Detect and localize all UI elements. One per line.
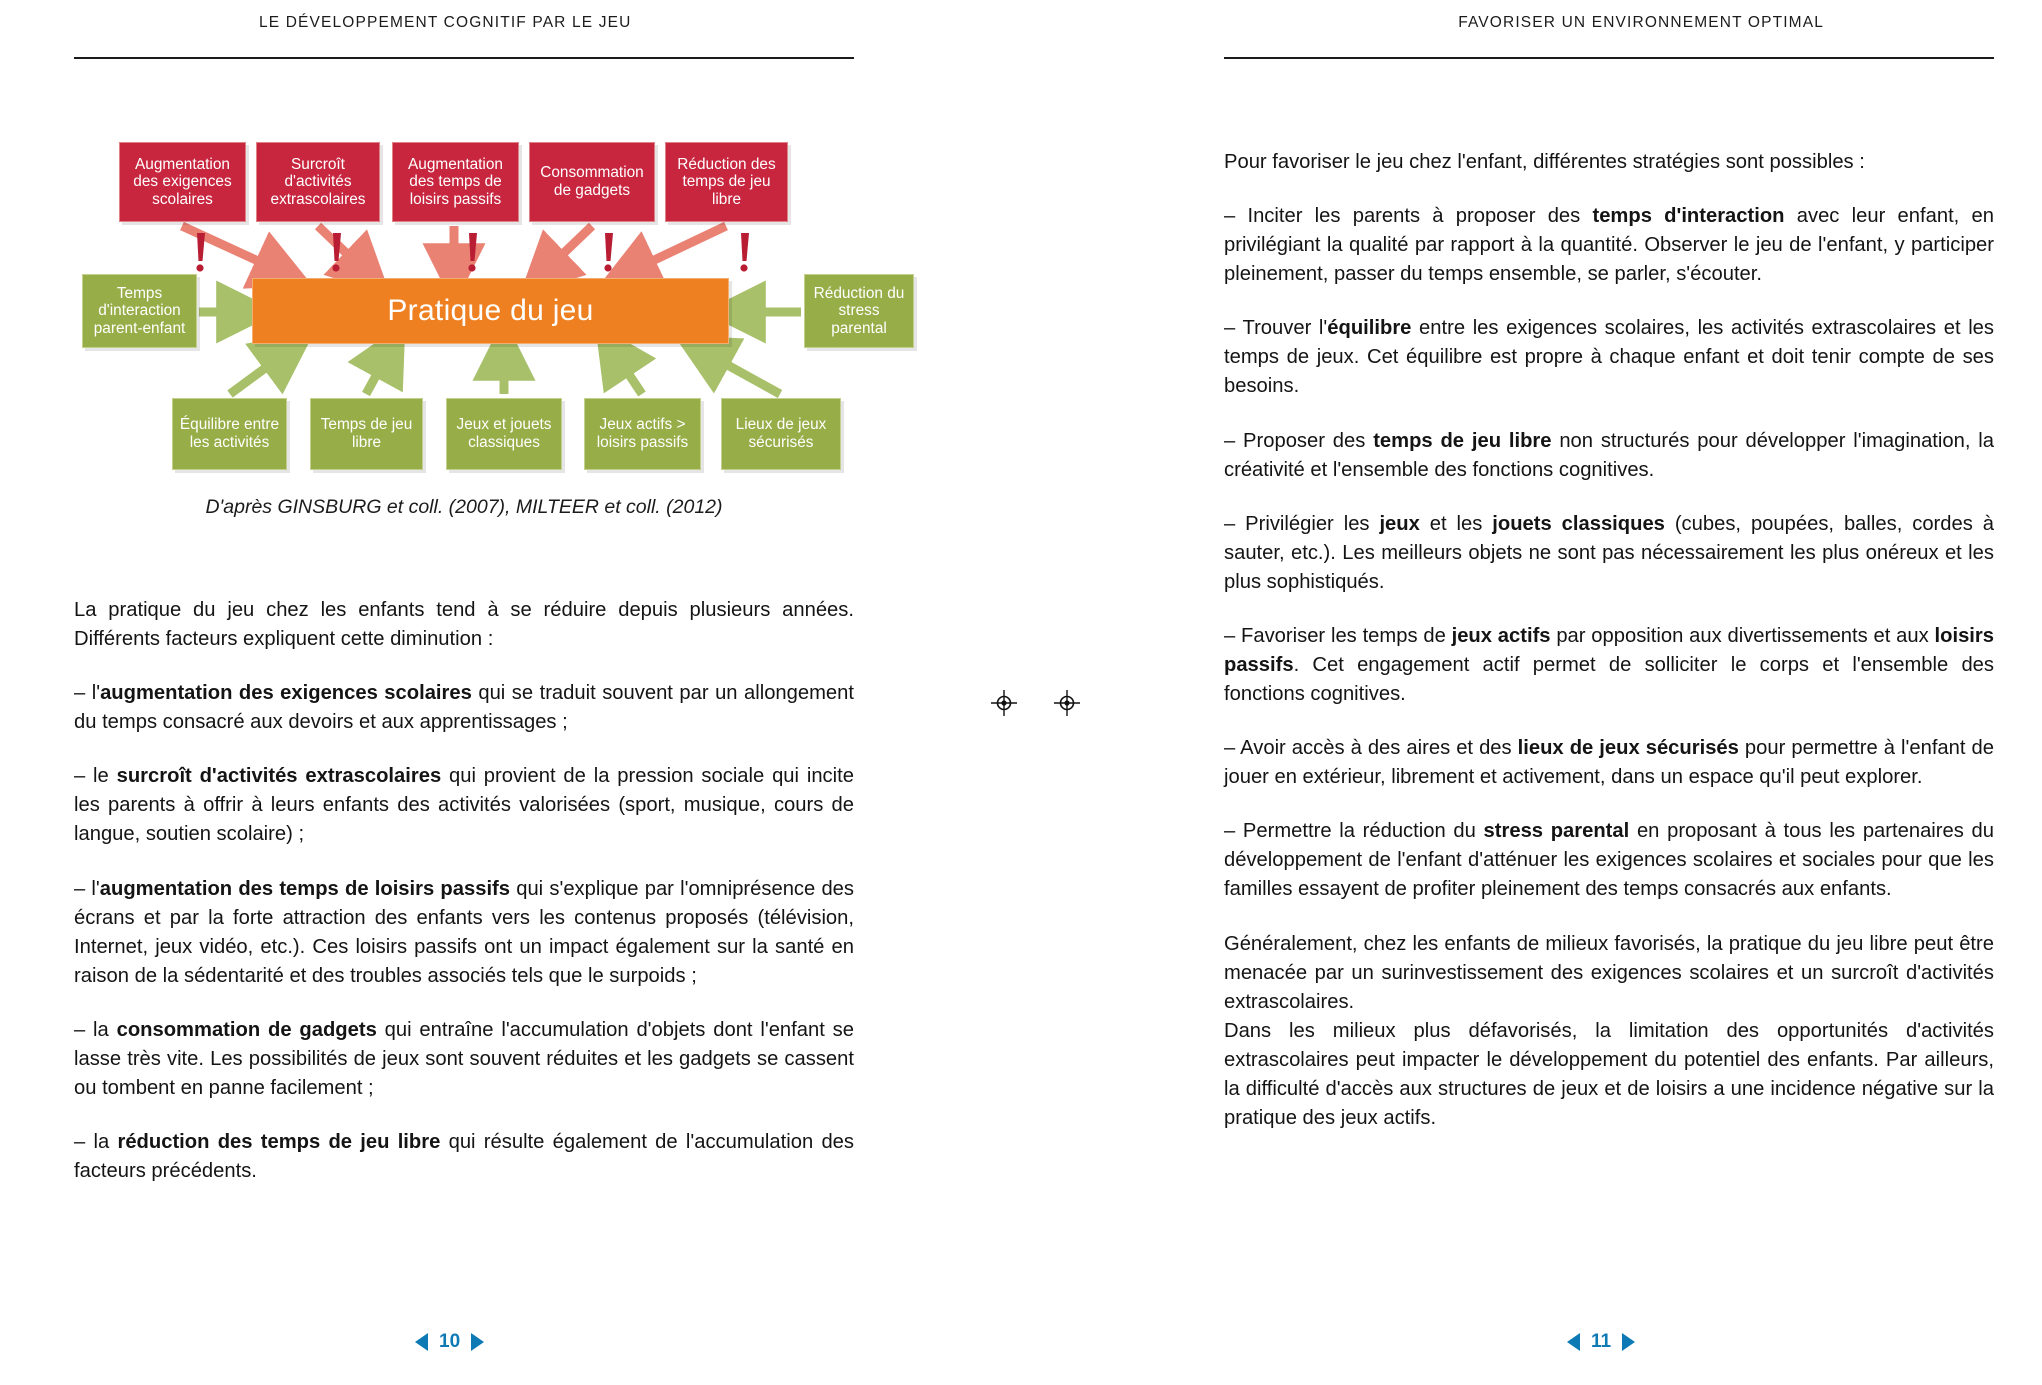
body-text: – Inciter les parents à proposer des xyxy=(1224,205,1593,228)
figure-positive-node-3: Jeux et jouets classiques xyxy=(446,398,562,470)
body-text: (cubes, poupées, balles, cordes à sauter, etc.). Les meilleurs objets ne sont pas nécessairement les plus onéreux et les plus sophistiqués. xyxy=(1224,512,1994,593)
body-text: en proposant à tous les partenaires du développement de l'enfant d'atténuer les exigences scolaires et sociales pour que les familles essayent de profiter pleinement des temps consacrés aux enfants. xyxy=(1224,820,1994,901)
emphasis-text: réduction des temps de jeu libre xyxy=(117,1131,441,1154)
paragraph xyxy=(74,679,854,737)
header-rule-right xyxy=(1224,57,1994,59)
body-text: – Trouver l' xyxy=(1224,317,1328,340)
running-head-left: LE DÉVELOPPEMENT COGNITIF PAR LE JEU xyxy=(259,14,632,31)
body-text: avec leur enfant, en privilégiant la qualité par rapport à la quantité. Observer le jeu de l'enfant, y participer pleinement, passer du temps ensemble, se parler, s'écouter. xyxy=(1224,205,1994,286)
body-text: qui se traduit souvent par un allongement du temps consacré aux devoirs et aux apprentissages ; xyxy=(74,682,854,734)
header-rule-left xyxy=(74,57,854,59)
body-text: pour permettre à l'enfant de jouer en extérieur, librement et activement, dans un espace qu'il peut explorer. xyxy=(1224,737,1994,789)
next-page-arrow-icon[interactable] xyxy=(471,1333,484,1351)
emphasis-text: augmentation des exigences scolaires xyxy=(100,682,472,705)
paragraph xyxy=(74,762,854,849)
emphasis-text: temps d'interaction xyxy=(1592,205,1785,228)
paragraph xyxy=(1224,148,1994,177)
body-text: qui provient de la pression sociale qui incite les parents à offrir à leurs enfants des activités valorisées (sport, musique, cours de langue, soutien scolaire) ; xyxy=(74,765,854,846)
figure-play-practice-diagram xyxy=(44,126,905,546)
emphasis-text: augmentation des temps de loisirs passifs xyxy=(99,877,511,900)
emphasis-text: stress parental xyxy=(1483,820,1630,843)
registration-mark-left xyxy=(991,690,1017,716)
paragraph xyxy=(74,596,854,654)
figure-center-node: Pratique du jeu xyxy=(252,278,729,344)
body-text: – l' xyxy=(74,877,100,900)
left-body-text xyxy=(74,596,854,1186)
body-text: – Avoir accès à des aires et des xyxy=(1224,737,1518,760)
body-text: Pour favoriser le jeu chez l'enfant, différentes stratégies sont possibles : xyxy=(1224,151,1865,173)
figure-positive-node-1: Équilibre entre les activités xyxy=(172,398,287,470)
emphasis-text: surcroît d'activités extrascolaires xyxy=(116,765,442,788)
emphasis-text: jouets classiques xyxy=(1492,512,1665,535)
figure-side-node-left: Temps d'interaction parent-enfant xyxy=(82,274,197,348)
emphasis-text: loisirs passifs xyxy=(1224,624,1994,677)
paragraph xyxy=(1224,1017,1994,1133)
paragraph xyxy=(1224,817,1994,904)
emphasis-text: temps de jeu libre xyxy=(1373,429,1552,452)
body-text: La pratique du jeu chez les enfants tend à se réduire depuis plusieurs années. Différents facteurs expliquent cette diminution : xyxy=(74,599,854,651)
body-text: – la xyxy=(74,1018,117,1041)
body-text: Dans les milieux plus défavorisés, la limitation des opportunités d'activités extrascolaires peut impacter le développement du potentiel des enfants. Par ailleurs, la difficulté d'accès aux structures de jeux et de loisirs a une incidence négative sur la pratique des jeux actifs. xyxy=(1224,1019,1994,1130)
paragraph xyxy=(1224,427,1994,485)
page-number: 11 xyxy=(1591,1331,1612,1352)
figure-side-node-right: Réduction du stress parental xyxy=(804,274,914,348)
body-text: – Proposer des xyxy=(1224,429,1374,452)
prev-page-arrow-icon[interactable] xyxy=(1567,1333,1580,1351)
figure-positive-node-5: Lieux de jeux sécurisés xyxy=(721,398,841,470)
body-text: non structurés pour développer l'imagination, la créativité et l'ensemble des fonctions cognitives. xyxy=(1224,429,1994,481)
folio-left xyxy=(415,1331,484,1353)
figure-positive-node-4: Jeux actifs > loisirs passifs xyxy=(584,398,701,470)
body-text: qui s'explique par l'omniprésence des écrans et par la forte attraction des enfants vers les contenus proposés (télévision, Internet, jeux vidéo, etc.). Ces loisirs passifs ont un impact également sur la santé en raison de la sédentarité et des troubles associés tels que le surpoids ; xyxy=(74,877,855,987)
body-text: entre les exigences scolaires, les activités extrascolaires et les temps de jeux. Cet équilibre est propre à chaque enfant et doit tenir compte de ses besoins. xyxy=(1224,317,1994,398)
emphasis-text: jeux xyxy=(1379,512,1420,535)
prev-page-arrow-icon[interactable] xyxy=(415,1333,428,1351)
body-text: – le xyxy=(74,765,117,788)
body-text: – Privilégier les xyxy=(1224,512,1380,535)
paragraph xyxy=(1224,202,1994,289)
body-text: Généralement, chez les enfants de milieux favorisés, la pratique du jeu libre peut être menacée par un surinvestissement des exigences scolaires et un surcroît d'activités extrascolaires. xyxy=(1224,932,1994,1013)
paragraph xyxy=(1224,314,1994,401)
page-number: 10 xyxy=(439,1331,461,1352)
body-text: . Cet engagement actif permet de solliciter le corps et l'ensemble des fonctions cognitives. xyxy=(1224,654,1994,706)
paragraph xyxy=(74,1128,854,1186)
emphasis-text: équilibre xyxy=(1327,317,1412,340)
figure-negative-node-4: Consommation de gadgets xyxy=(529,142,655,222)
right-body-text xyxy=(1224,148,1994,1133)
body-text: – Permettre la réduction du xyxy=(1224,820,1484,843)
figure-negative-node-5: Réduction des temps de jeu libre xyxy=(665,142,788,222)
body-text: – l' xyxy=(74,682,101,705)
registration-mark-right xyxy=(1054,690,1080,716)
figure-negative-node-1: Augmentation des exigences scolaires xyxy=(119,142,246,222)
next-page-arrow-icon[interactable] xyxy=(1622,1333,1635,1351)
body-text: qui entraîne l'accumulation d'objets dont l'enfant se lasse très vite. Les possibilités de jeux sont souvent réduites et les gadgets se cassent ou tombent en panne facilement ; xyxy=(74,1018,854,1100)
figure-negative-node-3: Augmentation des temps de loisirs passifs xyxy=(392,142,519,222)
body-text: qui résulte également de l'accumulation des facteurs précédents. xyxy=(74,1131,854,1183)
paragraph xyxy=(1224,622,1994,709)
body-text: – la xyxy=(74,1131,118,1154)
body-text: par opposition aux divertissements et aux xyxy=(1550,624,1935,647)
folio-right xyxy=(1567,1331,1635,1353)
paragraph xyxy=(1224,510,1994,597)
emphasis-text: lieux de jeux sécurisés xyxy=(1517,737,1739,760)
paragraph xyxy=(1224,734,1994,792)
paragraph xyxy=(1224,930,1994,1017)
paragraph xyxy=(74,875,854,991)
figure-caption: D'après GINSBURG et coll. (2007), MILTEER et coll. (2012) xyxy=(205,496,723,518)
figure-negative-node-2: Surcroît d'activités extrascolaires xyxy=(256,142,380,222)
body-text: et les xyxy=(1419,512,1493,535)
figure-positive-node-2: Temps de jeu libre xyxy=(310,398,423,470)
emphasis-text: consommation de gadgets xyxy=(116,1018,377,1041)
paragraph xyxy=(74,1016,854,1103)
emphasis-text: jeux actifs xyxy=(1451,624,1551,647)
body-text: – Favoriser les temps de xyxy=(1224,624,1452,647)
running-head-right: FAVORISER UN ENVIRONNEMENT OPTIMAL xyxy=(1458,14,1824,31)
